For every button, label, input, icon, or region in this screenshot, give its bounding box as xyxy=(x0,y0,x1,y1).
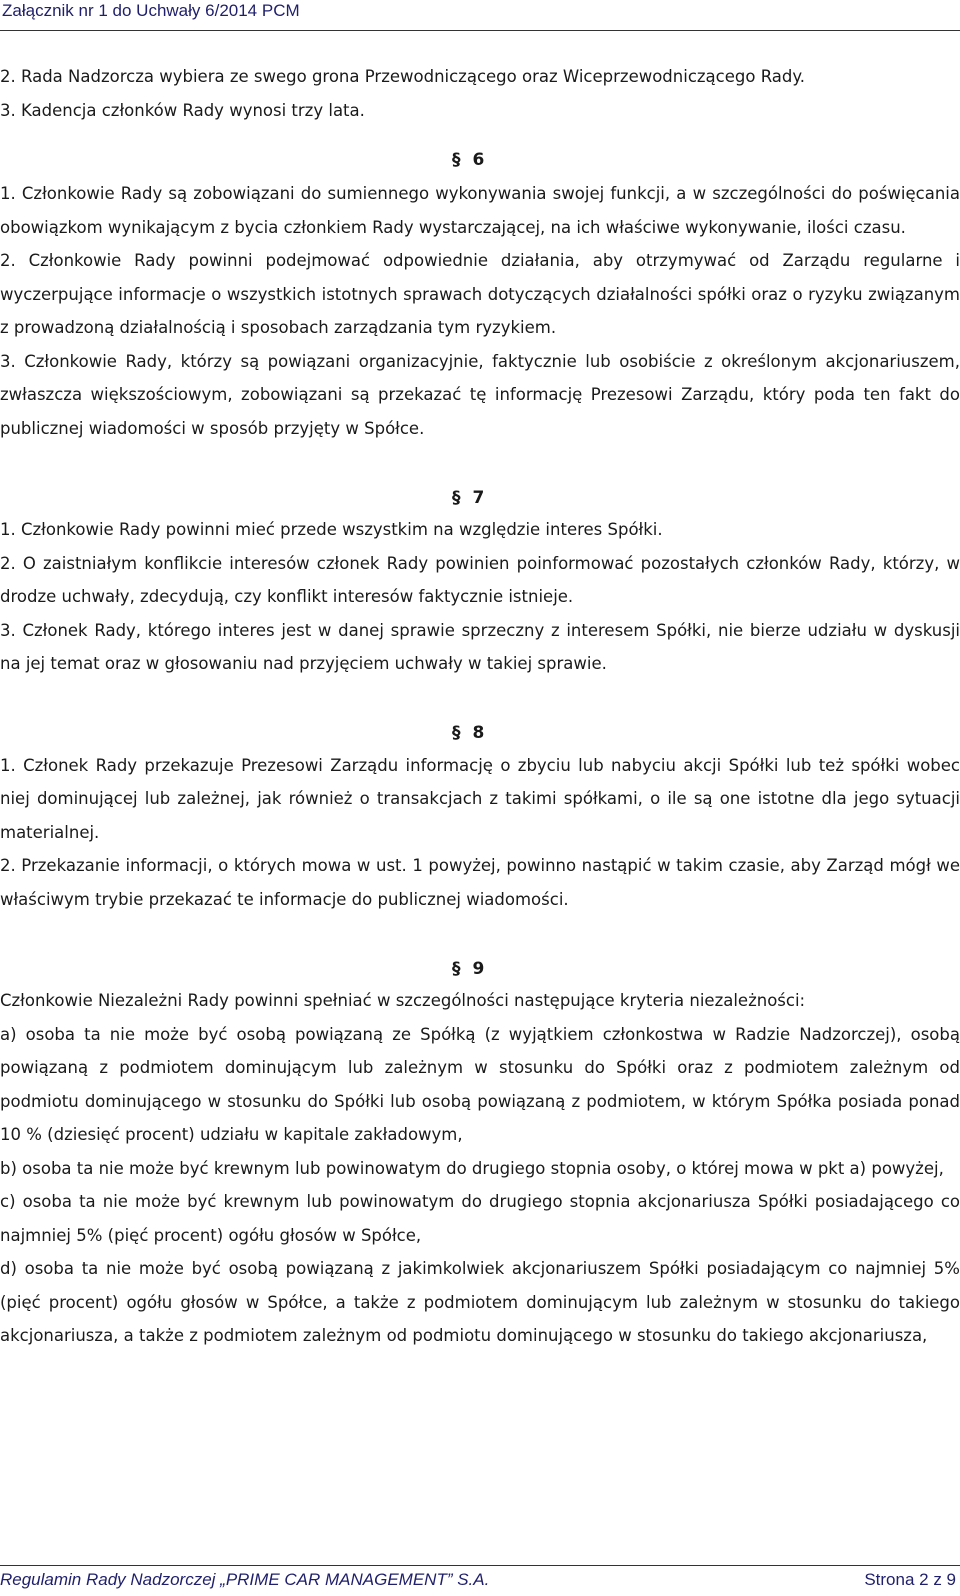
page-footer xyxy=(0,1566,960,1596)
paragraph: 1. Członek Rady przekazuje Prezesowi Zarządu informację o zbyciu lub nabyciu akcji Spółki lub też spółki wobec niej dominującej lub zależnej, jak również o transakcjach z takimi spółkami, o ile są one istotne dla jego sytuacji materialnej. xyxy=(0,755,960,842)
paragraph: 3. Kadencja członków Rady wynosi trzy lata. xyxy=(0,100,365,120)
list-item: c) osoba ta nie może być krewnym lub powinowatym do drugiego stopnia akcjonariusza Spółki posiadającego co najmniej 5% (pięć procent) ogółu głosów w Spółce, xyxy=(0,1192,960,1245)
paragraph: 1. Członkowie Rady powinni mieć przede wszystkim na względzie interes Spółki. xyxy=(0,520,663,539)
section-sign: § xyxy=(452,150,461,170)
paragraph: 1. Członkowie Rady są zobowiązani do sumiennego wykonywania swojej funkcji, a w szczególności do poświęcania obowiązkom wynikającym z bycia członkiem Rady wystarczającej, na ich właściwe wykonywanie, ilości czasu. xyxy=(0,184,960,237)
header-title: Załącznik nr 1 do Uchwały 6/2014 PCM xyxy=(2,1,300,20)
document-body xyxy=(0,60,960,1353)
paragraph: 3. Członek Rady, którego interes jest w danej sprawie sprzeczny z interesem Spółki, nie bierze udziału w dyskusji na jej temat oraz w głosowaniu nad przyjęciem uchwały w takiej sprawie. xyxy=(0,620,960,673)
section-number: 6 xyxy=(472,150,485,170)
section-heading-9 xyxy=(0,954,960,984)
footer-document-title: Regulamin Rady Nadzorczej „PRIME CAR MANAGEMENT” S.A. xyxy=(0,1570,490,1589)
paragraph: 3. Członkowie Rady, którzy są powiązani organizacyjnie, faktycznie lub osobiście z określonym akcjonariuszem, zwłaszcza większościowym, zobowiązani są przekazać tę informację Prezesowi Zarządu, który poda ten fakt do publicznej wiadomości w sposób przyjęty w Spółce. xyxy=(0,351,960,438)
paragraph: 2. Członkowie Rady powinni podejmować odpowiednie działania, aby otrzymywać od Zarządu regularne i wyczerpujące informacje o wszystkich istotnych sprawach dotyczących działalności spółki oraz o ryzyku związanym z prowadzoną działalnością i sposobach zarządzania tym ryzykiem. xyxy=(0,251,960,337)
page-header xyxy=(0,0,960,32)
section-heading-6 xyxy=(0,143,960,177)
paragraph: Członkowie Niezależni Rady powinni spełniać w szczególności następujące kryteria niezależności: xyxy=(0,991,806,1010)
paragraph: 2. Rada Nadzorcza wybiera ze swego grona Przewodniczącego oraz Wiceprzewodniczącego Rady. xyxy=(0,67,806,86)
section-heading-7 xyxy=(0,483,960,513)
section-number: 8 xyxy=(472,722,485,743)
paragraph: 2. Przekazanie informacji, o których mowa w ust. 1 powyżej, powinno nastąpić w takim czasie, aby Zarząd mógł we właściwym trybie przekazać te informacje do publicznej wiadomości. xyxy=(0,856,960,909)
section-sign: § xyxy=(452,959,461,979)
section-sign: § xyxy=(452,488,461,508)
paragraph: 2. O zaistniałym konflikcie interesów członek Rady powinien poinformować pozostałych członków Rady, którzy, w drodze uchwały, zdecydują, czy konflikt interesów faktycznie istnieje. xyxy=(0,553,960,606)
section-number: 7 xyxy=(472,488,485,508)
header-rule xyxy=(0,30,960,31)
list-item: b) osoba ta nie może być krewnym lub powinowatym do drugiego stopnia osoby, o której mowa w pkt a) powyżej, xyxy=(0,1158,944,1178)
section-number: 9 xyxy=(472,959,485,979)
section-sign: § xyxy=(452,722,461,743)
footer-page-number: Strona 2 z 9 xyxy=(864,1570,956,1589)
list-item: a) osoba ta nie może być osobą powiązaną ze Spółką (z wyjątkiem członkostwa w Radzie Nadzorczej), osobą powiązaną z podmiotem dominującym lub zależnym w stosunku do Spółki oraz z podmiotem zależnym od podmiotu dominującego w stosunku do Spółki lub osobą powiązaną z podmiotem, w którym Spółka posiada ponad 10 % (dziesięć procent) udziału w kapitale zakładowym, xyxy=(0,1024,960,1144)
section-heading-8 xyxy=(0,717,960,749)
list-item: d) osoba ta nie może być osobą powiązaną z jakimkolwiek akcjonariuszem Spółki posiadającym co najmniej 5% (pięć procent) ogółu głosów w Spółce, a także z podmiotem dominującym lub zależnym w stosunku do takiego akcjonariusza, a także z podmiotem zależnym od podmiotu dominującego w stosunku do takiego akcjonariusza, xyxy=(0,1259,960,1345)
